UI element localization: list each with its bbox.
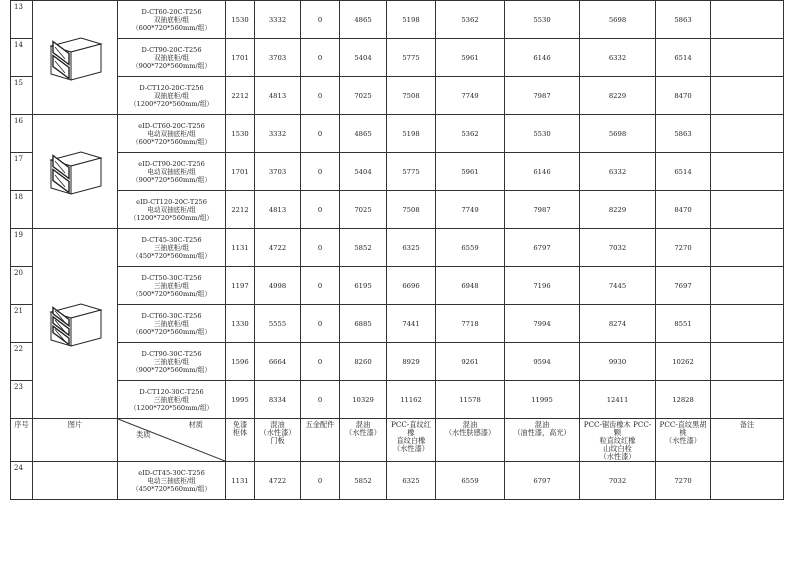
header-c5: PCC-直纹红橡 直纹白橡 （水性漆）: [387, 419, 436, 462]
price-cell: 6325: [387, 229, 436, 267]
price-cell: 6885: [340, 305, 387, 343]
price-cell: 6948: [436, 267, 505, 305]
product-type: D-CT60-20C-T256 双抽底柜/组 （600*720*560mm/组）: [118, 1, 226, 39]
price-cell: 1596: [226, 343, 255, 381]
table-row: [11, 1, 784, 39]
price-cell: 11995: [505, 381, 580, 419]
price-cell: 5530: [505, 1, 580, 39]
price-cell: 7441: [387, 305, 436, 343]
price-cell: 5775: [387, 39, 436, 77]
table-row: [11, 153, 784, 191]
price-cell: 0: [301, 1, 340, 39]
price-cell: 1995: [226, 381, 255, 419]
price-cell: [711, 115, 784, 153]
product-type: eID-CT90-20C-T256 电动双抽底柜/组 （900*720*560mm/组）: [118, 153, 226, 191]
price-cell: 5404: [340, 153, 387, 191]
price-cell: 6146: [505, 153, 580, 191]
price-cell: 8929: [387, 343, 436, 381]
price-cell: 0: [301, 462, 340, 500]
price-cell: 5198: [387, 115, 436, 153]
table-row: [11, 305, 784, 343]
row-seq: 14: [11, 39, 33, 77]
price-cell: 5198: [387, 1, 436, 39]
price-cell: 5775: [387, 153, 436, 191]
price-cell: 6195: [340, 267, 387, 305]
price-cell: 6559: [436, 462, 505, 500]
row-seq: 20: [11, 267, 33, 305]
table-row: [11, 39, 784, 77]
price-cell: 7749: [436, 191, 505, 229]
price-cell: 1701: [226, 39, 255, 77]
price-cell: 7508: [387, 191, 436, 229]
price-cell: 6559: [436, 229, 505, 267]
price-cell: 0: [301, 153, 340, 191]
price-cell: 8470: [656, 191, 711, 229]
product-image-empty: [33, 462, 118, 500]
header-c10: 备注: [711, 419, 784, 462]
price-cell: 7032: [580, 229, 656, 267]
price-cell: 12411: [580, 381, 656, 419]
price-cell: 7025: [340, 77, 387, 115]
price-cell: 5852: [340, 229, 387, 267]
price-cell: 5863: [656, 115, 711, 153]
price-cell: 2212: [226, 77, 255, 115]
price-cell: 1131: [226, 462, 255, 500]
price-cell: 6325: [387, 462, 436, 500]
table-row: [11, 191, 784, 229]
price-cell: [711, 229, 784, 267]
product-type: D-CT90-30C-T256 三抽底柜/组 （900*720*560mm/组）: [118, 343, 226, 381]
price-cell: 1131: [226, 229, 255, 267]
header-c8: PCC-锯齿橡木 PCC-颗 粒直纹红橡 山纹白栓 （水性漆）: [580, 419, 656, 462]
row-seq: 13: [11, 1, 33, 39]
price-cell: 6146: [505, 39, 580, 77]
table-row: [11, 77, 784, 115]
price-cell: 4813: [255, 191, 301, 229]
header-c6: 混油 （水性肤感漆）: [436, 419, 505, 462]
price-cell: [711, 381, 784, 419]
row-seq: 18: [11, 191, 33, 229]
price-cell: [711, 267, 784, 305]
table-row: [11, 267, 784, 305]
row-seq: 19: [11, 229, 33, 267]
price-cell: 7718: [436, 305, 505, 343]
header-c3: 五金配件: [301, 419, 340, 462]
price-cell: 4865: [340, 1, 387, 39]
price-cell: 7032: [580, 462, 656, 500]
header-material: 材质: [188, 420, 203, 429]
price-cell: 7987: [505, 77, 580, 115]
price-cell: 8334: [255, 381, 301, 419]
header-picture: 图片: [33, 419, 118, 462]
table-row: [11, 343, 784, 381]
price-cell: 7987: [505, 191, 580, 229]
row-seq: 21: [11, 305, 33, 343]
price-cell: 5555: [255, 305, 301, 343]
price-cell: 4865: [340, 115, 387, 153]
table-header-row: [11, 419, 784, 462]
price-cell: 8229: [580, 77, 656, 115]
product-image-two-drawer: [33, 1, 118, 115]
price-cell: 5961: [436, 39, 505, 77]
price-cell: 0: [301, 39, 340, 77]
price-cell: 7025: [340, 191, 387, 229]
price-cell: 5961: [436, 153, 505, 191]
price-cell: 8229: [580, 191, 656, 229]
product-type: D-CT90-20C-T256 双抽底柜/组 （900*720*560mm/组）: [118, 39, 226, 77]
header-category: 类质: [136, 430, 151, 439]
price-cell: [711, 305, 784, 343]
price-cell: 0: [301, 343, 340, 381]
price-cell: [711, 462, 784, 500]
row-seq: 23: [11, 381, 33, 419]
price-cell: 5698: [580, 1, 656, 39]
price-cell: [711, 191, 784, 229]
header-seq: 序号: [11, 419, 33, 462]
header-c9: PCC-直纹黑胡桃 （水性漆）: [656, 419, 711, 462]
price-cell: 7196: [505, 267, 580, 305]
price-cell: 0: [301, 305, 340, 343]
table-row: [11, 381, 784, 419]
price-cell: 5362: [436, 115, 505, 153]
product-type: eID-CT60-20C-T256 电动双抽底柜/组 （600*720*560mm/组）: [118, 115, 226, 153]
price-cell: 7749: [436, 77, 505, 115]
price-cell: 10329: [340, 381, 387, 419]
cabinet-drawing-icon: [45, 32, 105, 84]
price-cell: 1530: [226, 1, 255, 39]
table-row: [11, 229, 784, 267]
price-cell: 10262: [656, 343, 711, 381]
price-cell: 6332: [580, 153, 656, 191]
product-type: D-CT50-30C-T256 三抽底柜/组 （500*720*560mm/组）: [118, 267, 226, 305]
price-cell: 6514: [656, 39, 711, 77]
price-cell: 0: [301, 77, 340, 115]
row-seq: 24: [11, 462, 33, 500]
product-image-electric-two-drawer: [33, 115, 118, 229]
price-cell: 1197: [226, 267, 255, 305]
price-cell: 1330: [226, 305, 255, 343]
header-c7: 混油 （油性漆，高光）: [505, 419, 580, 462]
product-type: D-CT45-30C-T256 三抽底柜/组 （450*720*560mm/组）: [118, 229, 226, 267]
cabinet-drawing-icon: [45, 146, 105, 198]
price-cell: 0: [301, 191, 340, 229]
price-cell: 4998: [255, 267, 301, 305]
product-image-three-drawer: [33, 229, 118, 419]
price-cell: 9930: [580, 343, 656, 381]
price-cell: 7697: [656, 267, 711, 305]
product-type: D-CT120-20C-T256 双抽底柜/组 （1200*720*560mm/组）: [118, 77, 226, 115]
price-cell: 6696: [387, 267, 436, 305]
price-cell: 0: [301, 115, 340, 153]
product-type: eID-CT45-30C-T256 电动三抽底柜/组 （450*720*560mm/组）: [118, 462, 226, 500]
price-cell: 7270: [656, 462, 711, 500]
price-cell: 4722: [255, 229, 301, 267]
price-table: [10, 0, 784, 500]
price-cell: 4722: [255, 462, 301, 500]
row-seq: 22: [11, 343, 33, 381]
price-cell: 5698: [580, 115, 656, 153]
price-cell: 9261: [436, 343, 505, 381]
price-cell: 8470: [656, 77, 711, 115]
price-cell: 0: [301, 267, 340, 305]
price-cell: [711, 39, 784, 77]
table-row: [11, 115, 784, 153]
price-cell: 11578: [436, 381, 505, 419]
product-type: D-CT60-30C-T256 三抽底柜/组 （600*720*560mm/组）: [118, 305, 226, 343]
price-cell: 6797: [505, 229, 580, 267]
price-cell: 5362: [436, 1, 505, 39]
price-cell: 8551: [656, 305, 711, 343]
row-seq: 17: [11, 153, 33, 191]
price-cell: [711, 343, 784, 381]
table-row: [11, 462, 784, 500]
price-cell: 2212: [226, 191, 255, 229]
price-cell: 3332: [255, 115, 301, 153]
price-cell: 3703: [255, 39, 301, 77]
header-c2: 混油 （水性漆） 门板: [255, 419, 301, 462]
product-type: eID-CT120-20C-T256 电动双抽底柜/组 （1200*720*560mm/组）: [118, 191, 226, 229]
price-cell: 6664: [255, 343, 301, 381]
price-cell: 0: [301, 229, 340, 267]
price-cell: 9594: [505, 343, 580, 381]
price-cell: 3703: [255, 153, 301, 191]
price-cell: [711, 1, 784, 39]
header-c4: 混油 （水性漆）: [340, 419, 387, 462]
price-cell: 7994: [505, 305, 580, 343]
price-cell: 12828: [656, 381, 711, 419]
price-cell: 3332: [255, 1, 301, 39]
price-cell: 1530: [226, 115, 255, 153]
row-seq: 15: [11, 77, 33, 115]
header-material-category: [118, 419, 226, 462]
price-cell: 5530: [505, 115, 580, 153]
price-cell: 6514: [656, 153, 711, 191]
header-c1: 免漆 柜体: [226, 419, 255, 462]
cabinet-drawing-icon: [45, 298, 105, 350]
price-cell: 8274: [580, 305, 656, 343]
row-seq: 16: [11, 115, 33, 153]
price-cell: 8260: [340, 343, 387, 381]
price-cell: 5852: [340, 462, 387, 500]
price-cell: 4813: [255, 77, 301, 115]
price-cell: 6797: [505, 462, 580, 500]
price-cell: 7445: [580, 267, 656, 305]
price-cell: 6332: [580, 39, 656, 77]
price-cell: 1701: [226, 153, 255, 191]
price-cell: [711, 153, 784, 191]
price-cell: 5404: [340, 39, 387, 77]
price-cell: 7270: [656, 229, 711, 267]
price-cell: 5863: [656, 1, 711, 39]
price-cell: 7508: [387, 77, 436, 115]
price-cell: 0: [301, 381, 340, 419]
product-type: D-CT120-30C-T256 三抽底柜/组 （1200*720*560mm/组）: [118, 381, 226, 419]
price-cell: 11162: [387, 381, 436, 419]
price-cell: [711, 77, 784, 115]
